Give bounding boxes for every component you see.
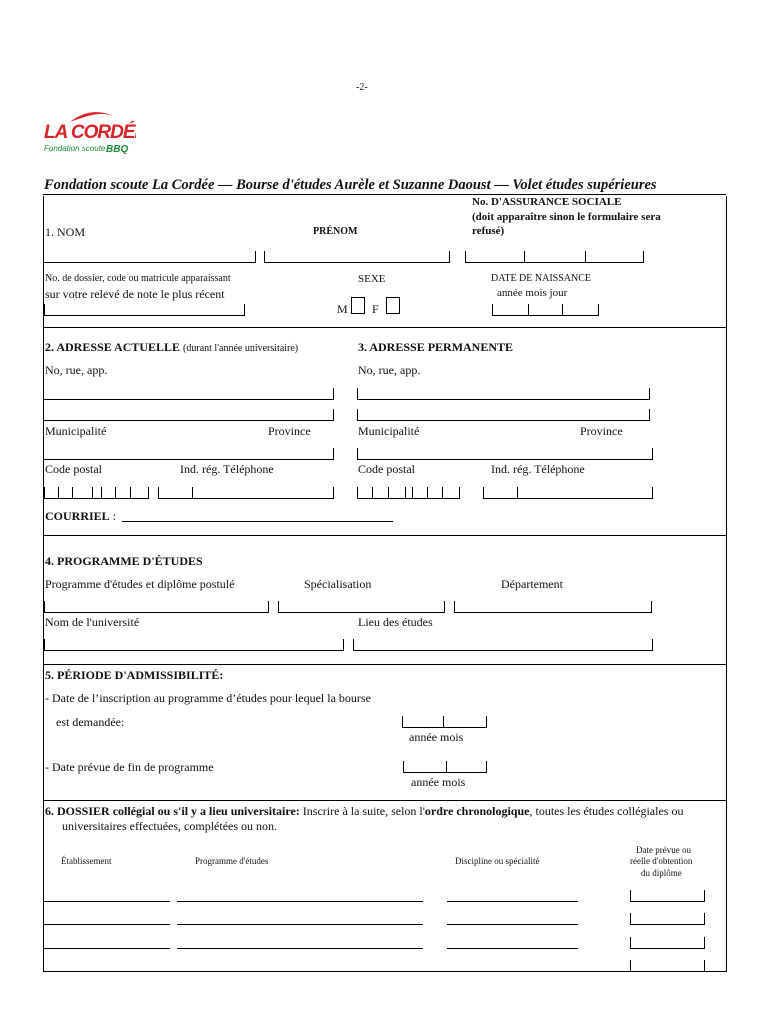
logo-graphic xyxy=(44,108,136,156)
dossier-label-2: sur votre relevé de note le plus récent xyxy=(45,287,225,301)
inscription-label: - Date de l’inscription au programme d’études pour lequel la bourse xyxy=(45,691,371,705)
date-field[interactable] xyxy=(630,889,704,902)
specialisation-label: Spécialisation xyxy=(304,577,372,591)
dob-field[interactable] xyxy=(492,303,598,316)
s2-street-label: No, rue, app. xyxy=(45,363,108,377)
section6-text-line2: universitaires effectuées, complétées ou non. xyxy=(62,819,278,833)
s3-municipalite-field[interactable] xyxy=(357,447,652,460)
section-divider xyxy=(43,800,726,801)
prenom-field[interactable] xyxy=(264,250,449,263)
section3-title: 3. ADRESSE PERMANENTE xyxy=(358,340,514,354)
etablissement-field[interactable] xyxy=(44,959,170,972)
form-title: Fondation scoute La Cordée — Bourse d'études Aurèle et Suzanne Daoust — Volet études supérieures xyxy=(44,177,657,193)
discipline-field[interactable] xyxy=(447,912,578,925)
s3-postal-label: Code postal xyxy=(358,462,415,476)
date-field[interactable] xyxy=(630,936,704,949)
etablissement-field[interactable] xyxy=(44,912,170,925)
col-etablissement: Établissement xyxy=(61,856,112,866)
s2-municipalite-label: Municipalité xyxy=(45,424,107,438)
col-date-2: réelle d'obtention xyxy=(630,856,693,866)
s2-province-label: Province xyxy=(268,424,311,438)
section6-text: 6. DOSSIER collégial ou s'il y a lieu universitaire: Inscrire à la suite, selon l'ordre chronologique, toutes les études collégiales ou xyxy=(45,804,684,818)
section6-title: 6. DOSSIER collégial ou s'il y a lieu universitaire: xyxy=(45,804,300,818)
s2-telephone-field[interactable] xyxy=(158,486,333,499)
programme-field[interactable] xyxy=(44,600,268,613)
s3-province-label: Province xyxy=(580,424,623,438)
section-divider xyxy=(43,664,726,665)
sexe-label: SEXE xyxy=(358,273,386,285)
nas-field[interactable] xyxy=(465,250,643,263)
sexe-f-checkbox[interactable] xyxy=(386,297,400,314)
section4-title: 4. PROGRAMME D'ÉTUDES xyxy=(45,554,203,568)
fin-programme-date-field[interactable] xyxy=(403,760,486,773)
section-divider xyxy=(43,535,726,536)
etablissement-field[interactable] xyxy=(44,889,170,902)
s3-street-label: No, rue, app. xyxy=(358,363,421,377)
inscription-date-units: année mois xyxy=(409,730,464,744)
s3-street-field-2[interactable] xyxy=(357,408,649,421)
specialisation-field[interactable] xyxy=(278,600,444,613)
s3-municipalite-label: Municipalité xyxy=(358,424,420,438)
svg-text:LA CORDÉE: LA CORDÉE xyxy=(44,122,136,143)
nom-label: 1. NOM xyxy=(45,225,86,239)
prenom-label: PRÉNOM xyxy=(313,226,358,237)
date-field[interactable] xyxy=(630,959,704,972)
s2-street-field-1[interactable] xyxy=(44,387,333,400)
svg-text:Fondation scoute: Fondation scoute xyxy=(44,144,106,153)
dob-units: année mois jour xyxy=(497,287,568,299)
programme-field[interactable] xyxy=(177,959,423,972)
s3-street-field-1[interactable] xyxy=(357,387,649,400)
universite-field[interactable] xyxy=(44,638,343,651)
departement-label: Département xyxy=(501,577,563,591)
dossier-field[interactable] xyxy=(44,303,244,316)
discipline-field[interactable] xyxy=(447,936,578,949)
discipline-field[interactable] xyxy=(447,889,578,902)
date-field[interactable] xyxy=(630,912,704,925)
s3-telephone-label: Ind. rég. Téléphone xyxy=(491,462,585,476)
col-date-1: Date prévue ou xyxy=(636,845,691,855)
s2-postal-field[interactable] xyxy=(44,486,148,499)
la-cordee-logo xyxy=(44,108,136,156)
nas-label: No. D'ASSURANCE SOCIALE xyxy=(472,196,622,208)
section5-title: 5. PÉRIODE D'ADMISSIBILITÉ: xyxy=(45,668,224,682)
col-programme: Programme d'études xyxy=(195,856,269,866)
courriel-label: COURRIEL : xyxy=(45,509,117,523)
fin-programme-date-units: année mois xyxy=(411,775,466,789)
programme-field[interactable] xyxy=(177,889,423,902)
departement-field[interactable] xyxy=(454,600,651,613)
inscription-label-2: est demandée: xyxy=(56,715,125,729)
programme-field[interactable] xyxy=(177,936,423,949)
nom-field[interactable] xyxy=(44,250,255,263)
col-discipline: Discipline ou spécialité xyxy=(455,856,540,866)
s2-telephone-label: Ind. rég. Téléphone xyxy=(180,462,274,476)
dossier-label-1: No. de dossier, code ou matricule apparaissant xyxy=(45,273,231,284)
courriel-field[interactable] xyxy=(122,509,393,522)
dob-label: DATE DE NAISSANCE xyxy=(491,273,591,284)
section2-title: 2. ADRESSE ACTUELLE (durant l'année universitaire) xyxy=(45,340,299,354)
nas-note-1: (doit apparaître sinon le formulaire sera xyxy=(472,211,661,223)
fin-programme-label: - Date prévue de fin de programme xyxy=(45,760,214,774)
section-divider xyxy=(43,327,726,328)
col-date-3: du diplôme xyxy=(641,868,682,878)
sexe-m-label: M xyxy=(337,302,348,316)
discipline-field[interactable] xyxy=(447,959,578,972)
sexe-m-checkbox[interactable] xyxy=(351,297,365,314)
s2-postal-label: Code postal xyxy=(45,462,102,476)
title-rule xyxy=(43,194,726,195)
nas-note-2: refusé) xyxy=(472,225,505,237)
programme-label: Programme d'études et diplôme postulé xyxy=(45,577,235,591)
s3-telephone-field[interactable] xyxy=(483,486,652,499)
etablissement-field[interactable] xyxy=(44,936,170,949)
s2-street-field-2[interactable] xyxy=(44,408,333,421)
s2-municipalite-field[interactable] xyxy=(44,447,333,460)
lieu-label: Lieu des études xyxy=(358,615,433,629)
page-number: -2- xyxy=(356,82,368,93)
lieu-field[interactable] xyxy=(353,638,652,651)
sexe-f-label: F xyxy=(372,302,379,316)
inscription-date-field[interactable] xyxy=(402,715,486,728)
svg-text:BBQ: BBQ xyxy=(106,144,129,155)
programme-field[interactable] xyxy=(177,912,423,925)
universite-label: Nom de l'université xyxy=(45,615,140,629)
